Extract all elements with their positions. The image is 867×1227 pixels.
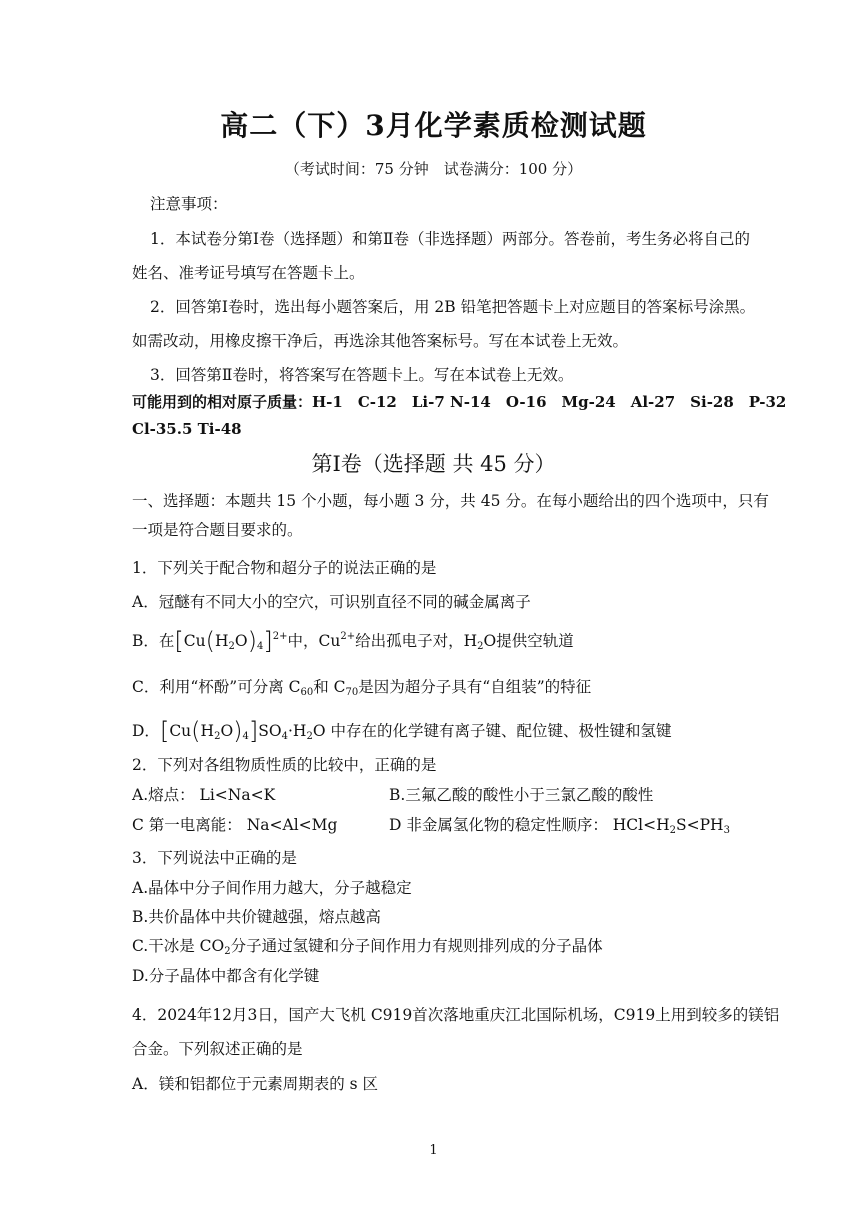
section-title: 第Ⅰ卷（选择题 共 45 分） xyxy=(311,452,556,476)
question-2-option-b: B.三氟乙酸的酸性小于三氯乙酸的酸性 xyxy=(389,786,654,804)
instructions-line1: 一、选择题：本题共 15 个小题，每小题 3 分，共 45 分。在每小题给出的四个选项中，只有 xyxy=(132,492,769,510)
question-1-option-d: D．$[Cu(H_2O)_4]SO_4\cdot H_2O$ 中存在的化学键有离子键、配位键、极性键和氢键 xyxy=(132,717,672,745)
notice-1-line2: 姓名、准考证号填写在答题卡上。 xyxy=(132,264,365,282)
atomic-mass-line2: Cl-35.5 Ti-48 xyxy=(132,420,242,438)
notice-2-line2: 如需改动，用橡皮擦干净后，再选涂其他答案标号。写在本试卷上无效。 xyxy=(132,332,629,350)
question-4-line1: 4．2024年12月3日，国产大飞机 C919首次落地重庆江北国际机场，C919上用到较多的镁铝 xyxy=(132,1006,780,1024)
notice-1-line1: 1．本试卷分第Ⅰ卷（选择题）和第Ⅱ卷（非选择题）两部分。答卷前，考生务必将自己的 xyxy=(150,230,751,248)
notice-2-line1: 2．回答第Ⅰ卷时，选出每小题答案后，用 2B 铅笔把答题卡上对应题目的答案标号涂黑。 xyxy=(150,298,756,316)
question-3-option-c: C.干冰是 $CO_2$分子通过氢键和分子间作用力有规则排列成的分子晶体 xyxy=(132,937,603,957)
question-1: 1．下列关于配合物和超分子的说法正确的是 xyxy=(132,559,437,577)
question-2-option-c: C 第一电离能： Na<Al<Mg xyxy=(132,816,338,834)
question-3-option-a: A.晶体中分子间作用力越大，分子越稳定 xyxy=(132,879,412,897)
question-3: 3．下列说法中正确的是 xyxy=(132,849,297,867)
question-2: 2．下列对各组物质性质的比较中，正确的是 xyxy=(132,756,437,774)
question-2-option-a: A.熔点： Li<Na<K xyxy=(132,786,276,804)
notice-heading: 注意事项： xyxy=(150,195,228,213)
instructions-line2: 一项是符合题目要求的。 xyxy=(132,521,303,539)
question-3-option-b: B.共价晶体中共价键越强，熔点越高 xyxy=(132,908,381,926)
question-1-option-c: C．利用“杯酚”可分离 $C_{60}$和 $C_{70}$是因为超分子具有“自组装”的特征 xyxy=(132,678,592,698)
question-1-option-b: B．在$[Cu(H_2O)_4]^{2+}$中，$Cu^{2+}$给出孤电子对，$H_2O$提供空轨道 xyxy=(132,627,574,655)
atomic-mass-line1: 可能用到的相对原子质量：H-1 C-12 Li-7 N-14 O-16 Mg-24 Al-27 Si-28 P-32 xyxy=(132,393,787,411)
question-4-option-a: A．镁和铝都位于元素周期表的 s 区 xyxy=(132,1075,379,1093)
question-4-line2: 合金。下列叙述正确的是 xyxy=(132,1040,303,1058)
page-number: 1 xyxy=(429,1143,438,1158)
question-2-option-d: D 非金属氢化物的稳定性顺序： $HCl<H_2S<PH_3$ xyxy=(389,816,730,836)
page-title: 高二（下）3月化学素质检测试题 xyxy=(220,109,647,142)
question-1-option-a: A．冠醚有不同大小的空穴，可识别直径不同的碱金属离子 xyxy=(132,593,531,611)
question-3-option-d: D.分子晶体中都含有化学键 xyxy=(132,967,320,985)
exam-info: （考试时间：75 分钟 试卷满分：100 分） xyxy=(284,160,583,178)
notice-3: 3．回答第Ⅱ卷时，将答案写在答题卡上。写在本试卷上无效。 xyxy=(150,366,574,384)
